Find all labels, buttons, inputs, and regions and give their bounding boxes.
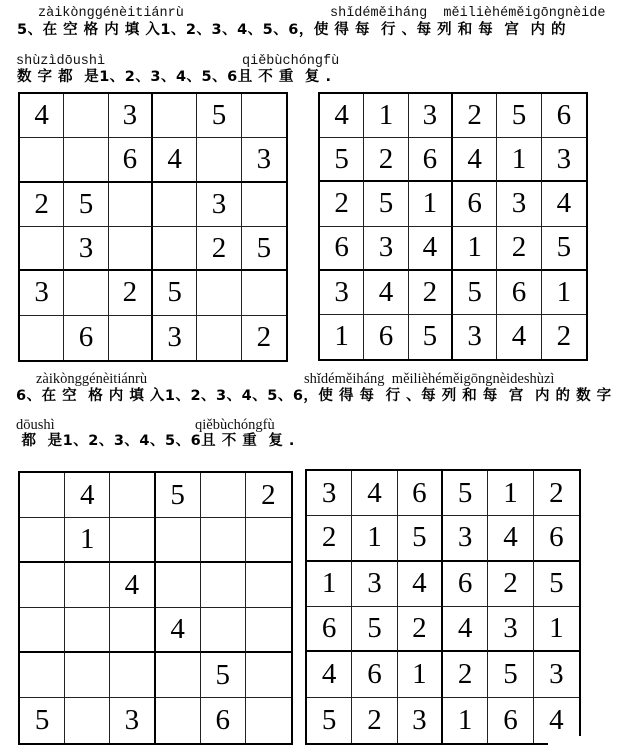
sudoku-cell: 4 — [453, 138, 497, 182]
sudoku-cell: 3 — [153, 316, 197, 360]
p6-pinyin-line2-a: dōushì — [16, 417, 55, 433]
sudoku-cell: 5 — [153, 271, 197, 315]
sudoku-cell — [20, 473, 65, 518]
sudoku-cell: 2 — [497, 227, 541, 271]
p5-pinyin-line1-a: zàikònggénèitiánrù — [38, 6, 184, 21]
sudoku-cell: 1 — [497, 138, 541, 182]
sudoku-cell — [109, 227, 153, 271]
sudoku-cell — [64, 138, 108, 182]
sudoku-cell: 6 — [488, 698, 533, 743]
p5-solution-grid — [318, 92, 588, 361]
sudoku-cell: 4 — [488, 516, 533, 561]
sudoku-cell: 5 — [443, 471, 488, 516]
sudoku-cell: 4 — [110, 563, 155, 608]
sudoku-cell: 4 — [65, 473, 110, 518]
sudoku-cell: 4 — [153, 138, 197, 182]
sudoku-cell — [65, 608, 110, 653]
sudoku-cell — [197, 271, 241, 315]
sudoku-cell: 3 — [20, 271, 64, 315]
p5-pinyin-line2-a: shùzìdōushì — [16, 54, 106, 69]
sudoku-cell: 3 — [497, 182, 541, 226]
sudoku-cell: 4 — [320, 94, 364, 138]
sudoku-cell: 6 — [398, 471, 443, 516]
sudoku-cell — [156, 653, 201, 698]
p5-pinyin-line1-b: shǐdéměiháng měilièhéměigōngnèide — [330, 6, 606, 21]
sudoku-cell: 3 — [409, 94, 453, 138]
p6-pinyin-line2-b: qiěbùchóngfù — [195, 417, 275, 433]
sudoku-cell: 6 — [542, 94, 586, 138]
p6-solution-grid — [305, 469, 581, 745]
sudoku-cell — [20, 316, 64, 360]
sudoku-cell: 2 — [197, 227, 241, 271]
sudoku-cell: 4 — [409, 227, 453, 271]
sudoku-cell: 5 — [398, 516, 443, 561]
sudoku-cell: 2 — [246, 473, 291, 518]
sudoku-cell: 2 — [398, 607, 443, 652]
sudoku-cell: 2 — [352, 698, 397, 743]
sudoku-cell: 1 — [65, 518, 110, 563]
sudoku-cell: 2 — [364, 138, 408, 182]
sudoku-cell — [156, 518, 201, 563]
sudoku-cell: 1 — [488, 471, 533, 516]
sudoku-cell: 4 — [398, 562, 443, 607]
sudoku-cell: 4 — [20, 94, 64, 138]
sudoku-cell: 6 — [443, 562, 488, 607]
sudoku-cell: 5 — [364, 182, 408, 226]
sudoku-cell: 6 — [109, 138, 153, 182]
sudoku-cell: 6 — [201, 698, 246, 743]
sudoku-cell: 2 — [109, 271, 153, 315]
sudoku-cell: 6 — [364, 315, 408, 359]
sudoku-cell: 3 — [320, 271, 364, 315]
sudoku-cell: 5 — [201, 653, 246, 698]
sudoku-cell — [242, 271, 286, 315]
sudoku-cell: 3 — [364, 227, 408, 271]
sudoku-cell — [201, 608, 246, 653]
sudoku-cell — [246, 608, 291, 653]
sudoku-cell — [20, 653, 65, 698]
sudoku-cell: 5 — [453, 271, 497, 315]
sudoku-cell: 5 — [488, 652, 533, 697]
sudoku-cell: 5 — [242, 227, 286, 271]
sudoku-cell: 2 — [256, 321, 272, 354]
sudoku-cell: 4 — [497, 315, 541, 359]
sudoku-cell: 3 — [307, 471, 352, 516]
sudoku-cell: 1 — [398, 652, 443, 697]
p5-puzzle-grid — [18, 92, 288, 362]
sudoku-cell: 3 — [242, 138, 286, 182]
sudoku-cell: 6 — [64, 316, 108, 360]
sudoku-cell: 2 — [534, 471, 579, 516]
sudoku-cell — [20, 518, 65, 563]
sudoku-cell: 3 — [398, 698, 443, 743]
sudoku-cell: 1 — [352, 516, 397, 561]
p5-instruction-line2: 数 字 都 是1、2、3、4、5、6且 不 重 复 . — [17, 69, 332, 85]
sudoku-cell — [246, 698, 291, 743]
sudoku-cell — [64, 271, 108, 315]
sudoku-cell — [20, 563, 65, 608]
sudoku-cell: 6 — [453, 182, 497, 226]
sudoku-cell — [153, 94, 197, 138]
sudoku-cell: 3 — [453, 315, 497, 359]
sudoku-cell: 4 — [549, 703, 564, 736]
sudoku-cell: 5 — [352, 607, 397, 652]
sudoku-cell — [20, 608, 65, 653]
sudoku-cell — [65, 698, 110, 743]
sudoku-cell: 5 — [534, 562, 579, 607]
sudoku-cell: 1 — [364, 94, 408, 138]
sudoku-cell — [246, 653, 291, 698]
sudoku-cell — [153, 227, 197, 271]
sudoku-cell: 1 — [307, 562, 352, 607]
sudoku-cell: 3 — [542, 138, 586, 182]
sudoku-cell: 5 — [497, 94, 541, 138]
sudoku-cell: 5 — [542, 227, 586, 271]
sudoku-cell: 5 — [156, 473, 201, 518]
sudoku-cell: 1 — [453, 227, 497, 271]
sudoku-cell: 3 — [534, 652, 579, 697]
sudoku-cell — [201, 473, 246, 518]
sudoku-cell: 3 — [64, 227, 108, 271]
p5-pinyin-line2-b: qiěbùchóngfù — [242, 54, 340, 69]
sudoku-cell — [156, 563, 201, 608]
sudoku-cell: 4 — [542, 182, 586, 226]
sudoku-cell: 5 — [307, 698, 352, 743]
sudoku-cell: 6 — [409, 138, 453, 182]
p6-puzzle-grid — [18, 471, 293, 745]
sudoku-cell — [246, 563, 291, 608]
sudoku-cell: 2 — [488, 562, 533, 607]
sudoku-cell: 2 — [409, 271, 453, 315]
sudoku-cell: 2 — [307, 516, 352, 561]
sudoku-cell — [65, 653, 110, 698]
sudoku-cell: 6 — [307, 607, 352, 652]
sudoku-cell — [20, 227, 64, 271]
sudoku-cell: 2 — [20, 183, 64, 227]
p5-instruction-line1: 5、在 空 格 内 填 入1、2、3、4、5、6，使 得 每 行 、每 列 和 每 宫 内 的 — [17, 22, 566, 38]
sudoku-cell: 1 — [443, 698, 488, 743]
sudoku-cell — [242, 183, 286, 227]
sudoku-cell — [242, 94, 286, 138]
sudoku-cell: 2 — [320, 182, 364, 226]
sudoku-cell — [156, 698, 201, 743]
sudoku-cell: 6 — [352, 652, 397, 697]
sudoku-cell: 5 — [409, 315, 453, 359]
sudoku-cell — [109, 316, 153, 360]
sudoku-cell: 1 — [320, 315, 364, 359]
sudoku-cell: 1 — [542, 271, 586, 315]
sudoku-cell: 3 — [110, 698, 155, 743]
sudoku-cell: 4 — [352, 471, 397, 516]
sudoku-cell: 6 — [320, 227, 364, 271]
sudoku-cell: 1 — [409, 182, 453, 226]
sudoku-cell — [109, 183, 153, 227]
sudoku-cell: 4 — [364, 271, 408, 315]
sudoku-cell — [197, 138, 241, 182]
sudoku-cell — [110, 518, 155, 563]
sudoku-cell — [65, 563, 110, 608]
sudoku-cell — [64, 94, 108, 138]
watermark — [548, 736, 582, 746]
sudoku-cell — [110, 653, 155, 698]
p6-pinyin-line1-a: zàikònggénèitiánrù — [36, 371, 148, 387]
sudoku-cell — [197, 316, 241, 360]
sudoku-cell: 1 — [534, 607, 579, 652]
sudoku-cell — [201, 518, 246, 563]
sudoku-cell: 4 — [307, 652, 352, 697]
sudoku-cell — [20, 138, 64, 182]
sudoku-cell: 4 — [156, 608, 201, 653]
sudoku-cell — [153, 183, 197, 227]
p6-pinyin-line1-b: shǐdéměiháng měilièhéměigōngnèideshùzì — [304, 371, 555, 387]
sudoku-cell: 3 — [352, 562, 397, 607]
sudoku-cell — [110, 473, 155, 518]
sudoku-cell: 5 — [197, 94, 241, 138]
sudoku-cell: 3 — [197, 183, 241, 227]
sudoku-cell: 5 — [320, 138, 364, 182]
p6-instruction-line2: 都 是1、2、3、4、5、6且 不 重 复 . — [16, 433, 295, 449]
sudoku-cell: 6 — [497, 271, 541, 315]
sudoku-cell: 2 — [443, 652, 488, 697]
sudoku-cell — [246, 518, 291, 563]
sudoku-cell: 2 — [556, 320, 572, 353]
sudoku-cell: 5 — [20, 698, 65, 743]
p6-instruction-line1: 6、在 空 格 内 填 入1、2、3、4、5、6，使 得 每 行 、每 列 和 每 宫 内 的 数 字 — [16, 388, 612, 404]
sudoku-cell: 2 — [453, 94, 497, 138]
sudoku-cell: 3 — [109, 94, 153, 138]
sudoku-cell — [110, 608, 155, 653]
sudoku-cell: 5 — [64, 183, 108, 227]
sudoku-cell: 6 — [534, 516, 579, 561]
sudoku-cell: 3 — [488, 607, 533, 652]
sudoku-cell — [201, 563, 246, 608]
sudoku-cell: 4 — [443, 607, 488, 652]
sudoku-cell: 3 — [443, 516, 488, 561]
